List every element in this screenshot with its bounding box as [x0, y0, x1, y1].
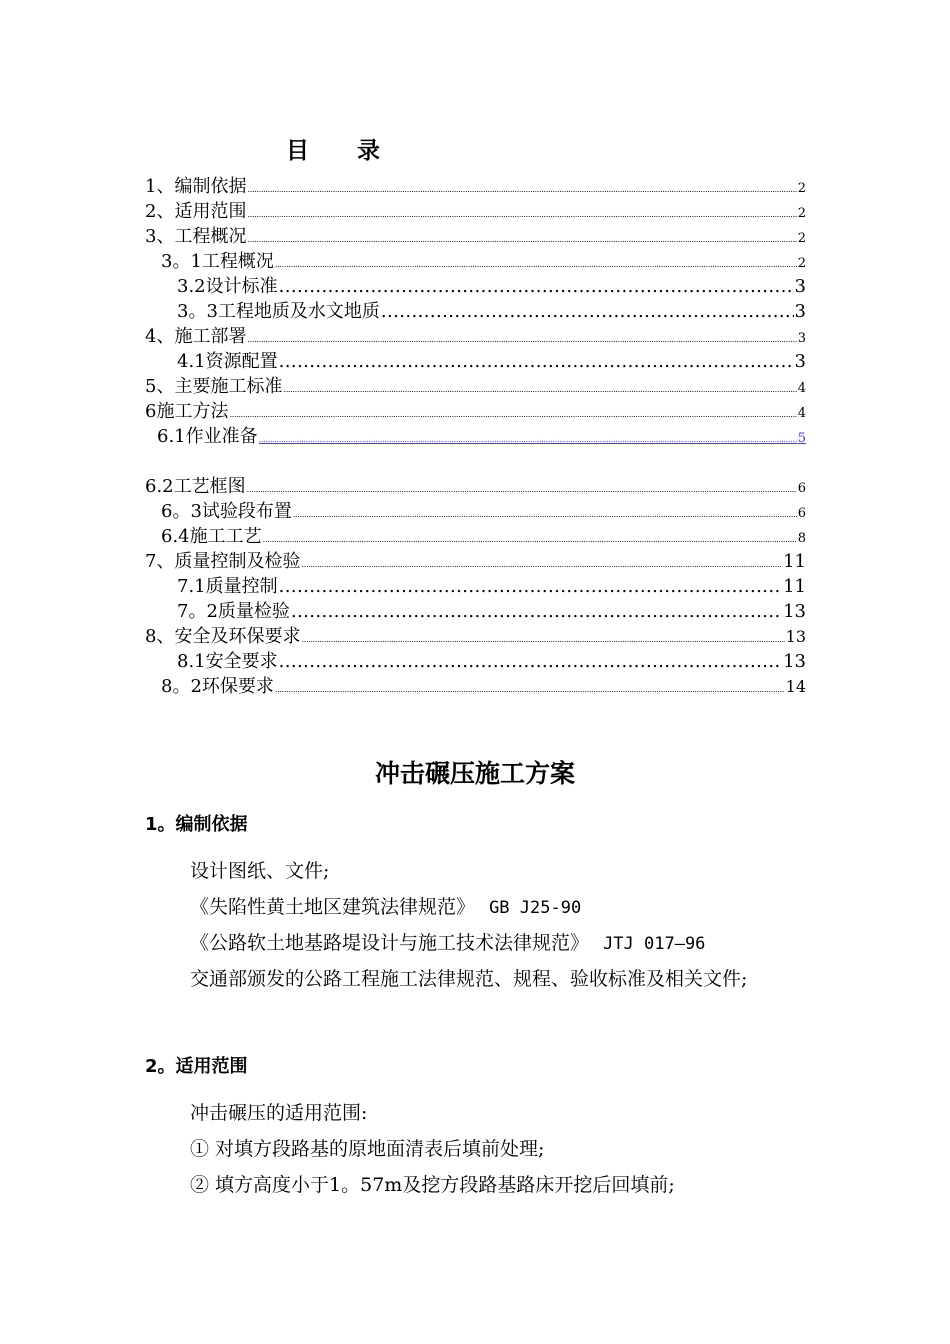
- standard-title: 《公路软土地基路堤设计与施工技术法律规范》: [190, 932, 590, 954]
- toc-entry[interactable]: [145, 624, 806, 649]
- toc-entry[interactable]: [145, 174, 806, 199]
- toc-entry[interactable]: [177, 649, 806, 674]
- paragraph: [190, 924, 705, 963]
- list-item: ② 填方高度小于1。57m及挖方段路基路床开挖后回填前;: [190, 1174, 675, 1196]
- toc-entry-page: 8: [797, 531, 806, 546]
- toc-entry-page: 13: [783, 651, 806, 672]
- toc-entry-page: 6: [797, 506, 806, 521]
- toc-entry-page: 5: [797, 431, 806, 446]
- toc-entry-page: 11: [783, 551, 806, 572]
- toc-entry-label: 7。2质量检验: [177, 601, 290, 622]
- toc-entry-label: 7.1质量控制: [177, 576, 278, 597]
- paragraph: 设计图纸、文件;: [190, 860, 330, 882]
- toc-entry[interactable]: [145, 474, 806, 499]
- toc-leader: [381, 299, 794, 324]
- standard-code: GB J25-90: [489, 898, 582, 918]
- toc-entry[interactable]: [177, 349, 806, 374]
- paragraph: 交通部颁发的公路工程施工法律规范、规程、验收标准及相关文件;: [190, 968, 748, 990]
- toc-entry[interactable]: [145, 324, 806, 349]
- toc-entry[interactable]: [161, 674, 806, 699]
- toc-entry-page: 4: [797, 406, 806, 421]
- toc-entry-label: 3.2设计标准: [177, 276, 278, 297]
- toc-entry-label: 7、质量控制及检验: [145, 551, 301, 572]
- toc-entry-label: 8、安全及环保要求: [145, 626, 301, 647]
- toc-entry-page: 11: [783, 576, 806, 597]
- toc-entry[interactable]: [161, 249, 806, 274]
- toc-entry[interactable]: [177, 274, 806, 299]
- toc-entry-page: 2: [797, 231, 806, 246]
- toc-entry-label: 4、施工部署: [145, 326, 247, 347]
- toc-leader: [275, 677, 785, 702]
- paragraph: 冲击碾压的适用范围:: [190, 1102, 368, 1124]
- toc-entry[interactable]: [161, 524, 806, 549]
- toc-title: 目 录: [286, 138, 401, 164]
- toc-entry-label: 1、编制依据: [145, 176, 247, 197]
- toc-leader: [279, 574, 782, 599]
- toc-entry-label: 3、工程概况: [145, 226, 247, 247]
- toc-entry-label: 5、主要施工标准: [145, 376, 283, 397]
- toc-entry-page: 14: [785, 677, 806, 696]
- toc-entry-page: 3: [794, 276, 806, 297]
- toc-leader: [291, 599, 782, 624]
- toc-entry-label: 4.1资源配置: [177, 351, 278, 372]
- toc-entry-label: 6。3试验段布置: [161, 501, 292, 522]
- toc-entry-label: 3。3工程地质及水文地质: [177, 301, 380, 322]
- standard-code: JTJ 017—96: [603, 934, 706, 954]
- toc-entry[interactable]: [145, 224, 806, 249]
- toc-entry[interactable]: [161, 499, 806, 524]
- toc-entry-page: 13: [785, 627, 806, 646]
- toc-entry-label: 6.4施工工艺: [161, 526, 262, 547]
- toc-entry[interactable]: [177, 599, 806, 624]
- toc-entry[interactable]: [177, 299, 806, 324]
- toc-entry-label: 2、适用范围: [145, 201, 247, 222]
- toc-leader: [259, 427, 797, 452]
- toc-entry-page: 2: [797, 206, 806, 221]
- toc-entry[interactable]: [177, 574, 806, 599]
- toc-entry-page: 6: [797, 481, 806, 496]
- toc-entry-page: 2: [797, 256, 806, 271]
- paragraph: [190, 888, 581, 927]
- toc-leader: [279, 274, 794, 299]
- toc-entry-page: 3: [797, 331, 806, 346]
- toc-entry-label: 6.2工艺框图: [145, 476, 246, 497]
- document-title: 冲击碾压施工方案: [374, 759, 575, 788]
- toc-leader: [279, 649, 782, 674]
- list-item: ① 对填方段路基的原地面清表后填前处理;: [190, 1138, 545, 1160]
- standard-title: 《失陷性黄土地区建筑法律规范》: [190, 896, 476, 918]
- toc-entry-page: 3: [794, 301, 806, 322]
- toc-entry[interactable]: [145, 399, 806, 424]
- section-heading: 2。适用范围: [145, 1056, 248, 1077]
- toc-leader: [279, 349, 794, 374]
- toc-entry[interactable]: [145, 199, 806, 224]
- toc-entry-label: 3。1工程概况: [161, 251, 274, 272]
- toc-entry-label: 8。2环保要求: [161, 676, 274, 697]
- toc-entry[interactable]: [145, 374, 806, 399]
- toc-entry[interactable]: [145, 549, 806, 574]
- toc-entry-page: 2: [797, 181, 806, 196]
- toc-entry-page: 4: [797, 381, 806, 396]
- toc-entry-link[interactable]: [157, 424, 806, 449]
- toc-entry-page: 13: [783, 601, 806, 622]
- toc-entry-page: 3: [794, 351, 806, 372]
- section-heading: 1。编制依据: [145, 814, 248, 835]
- toc-entry-label: 8.1安全要求: [177, 651, 278, 672]
- toc-entry-label: 6.1作业准备: [157, 426, 258, 447]
- toc-entry-label: 6施工方法: [145, 401, 229, 422]
